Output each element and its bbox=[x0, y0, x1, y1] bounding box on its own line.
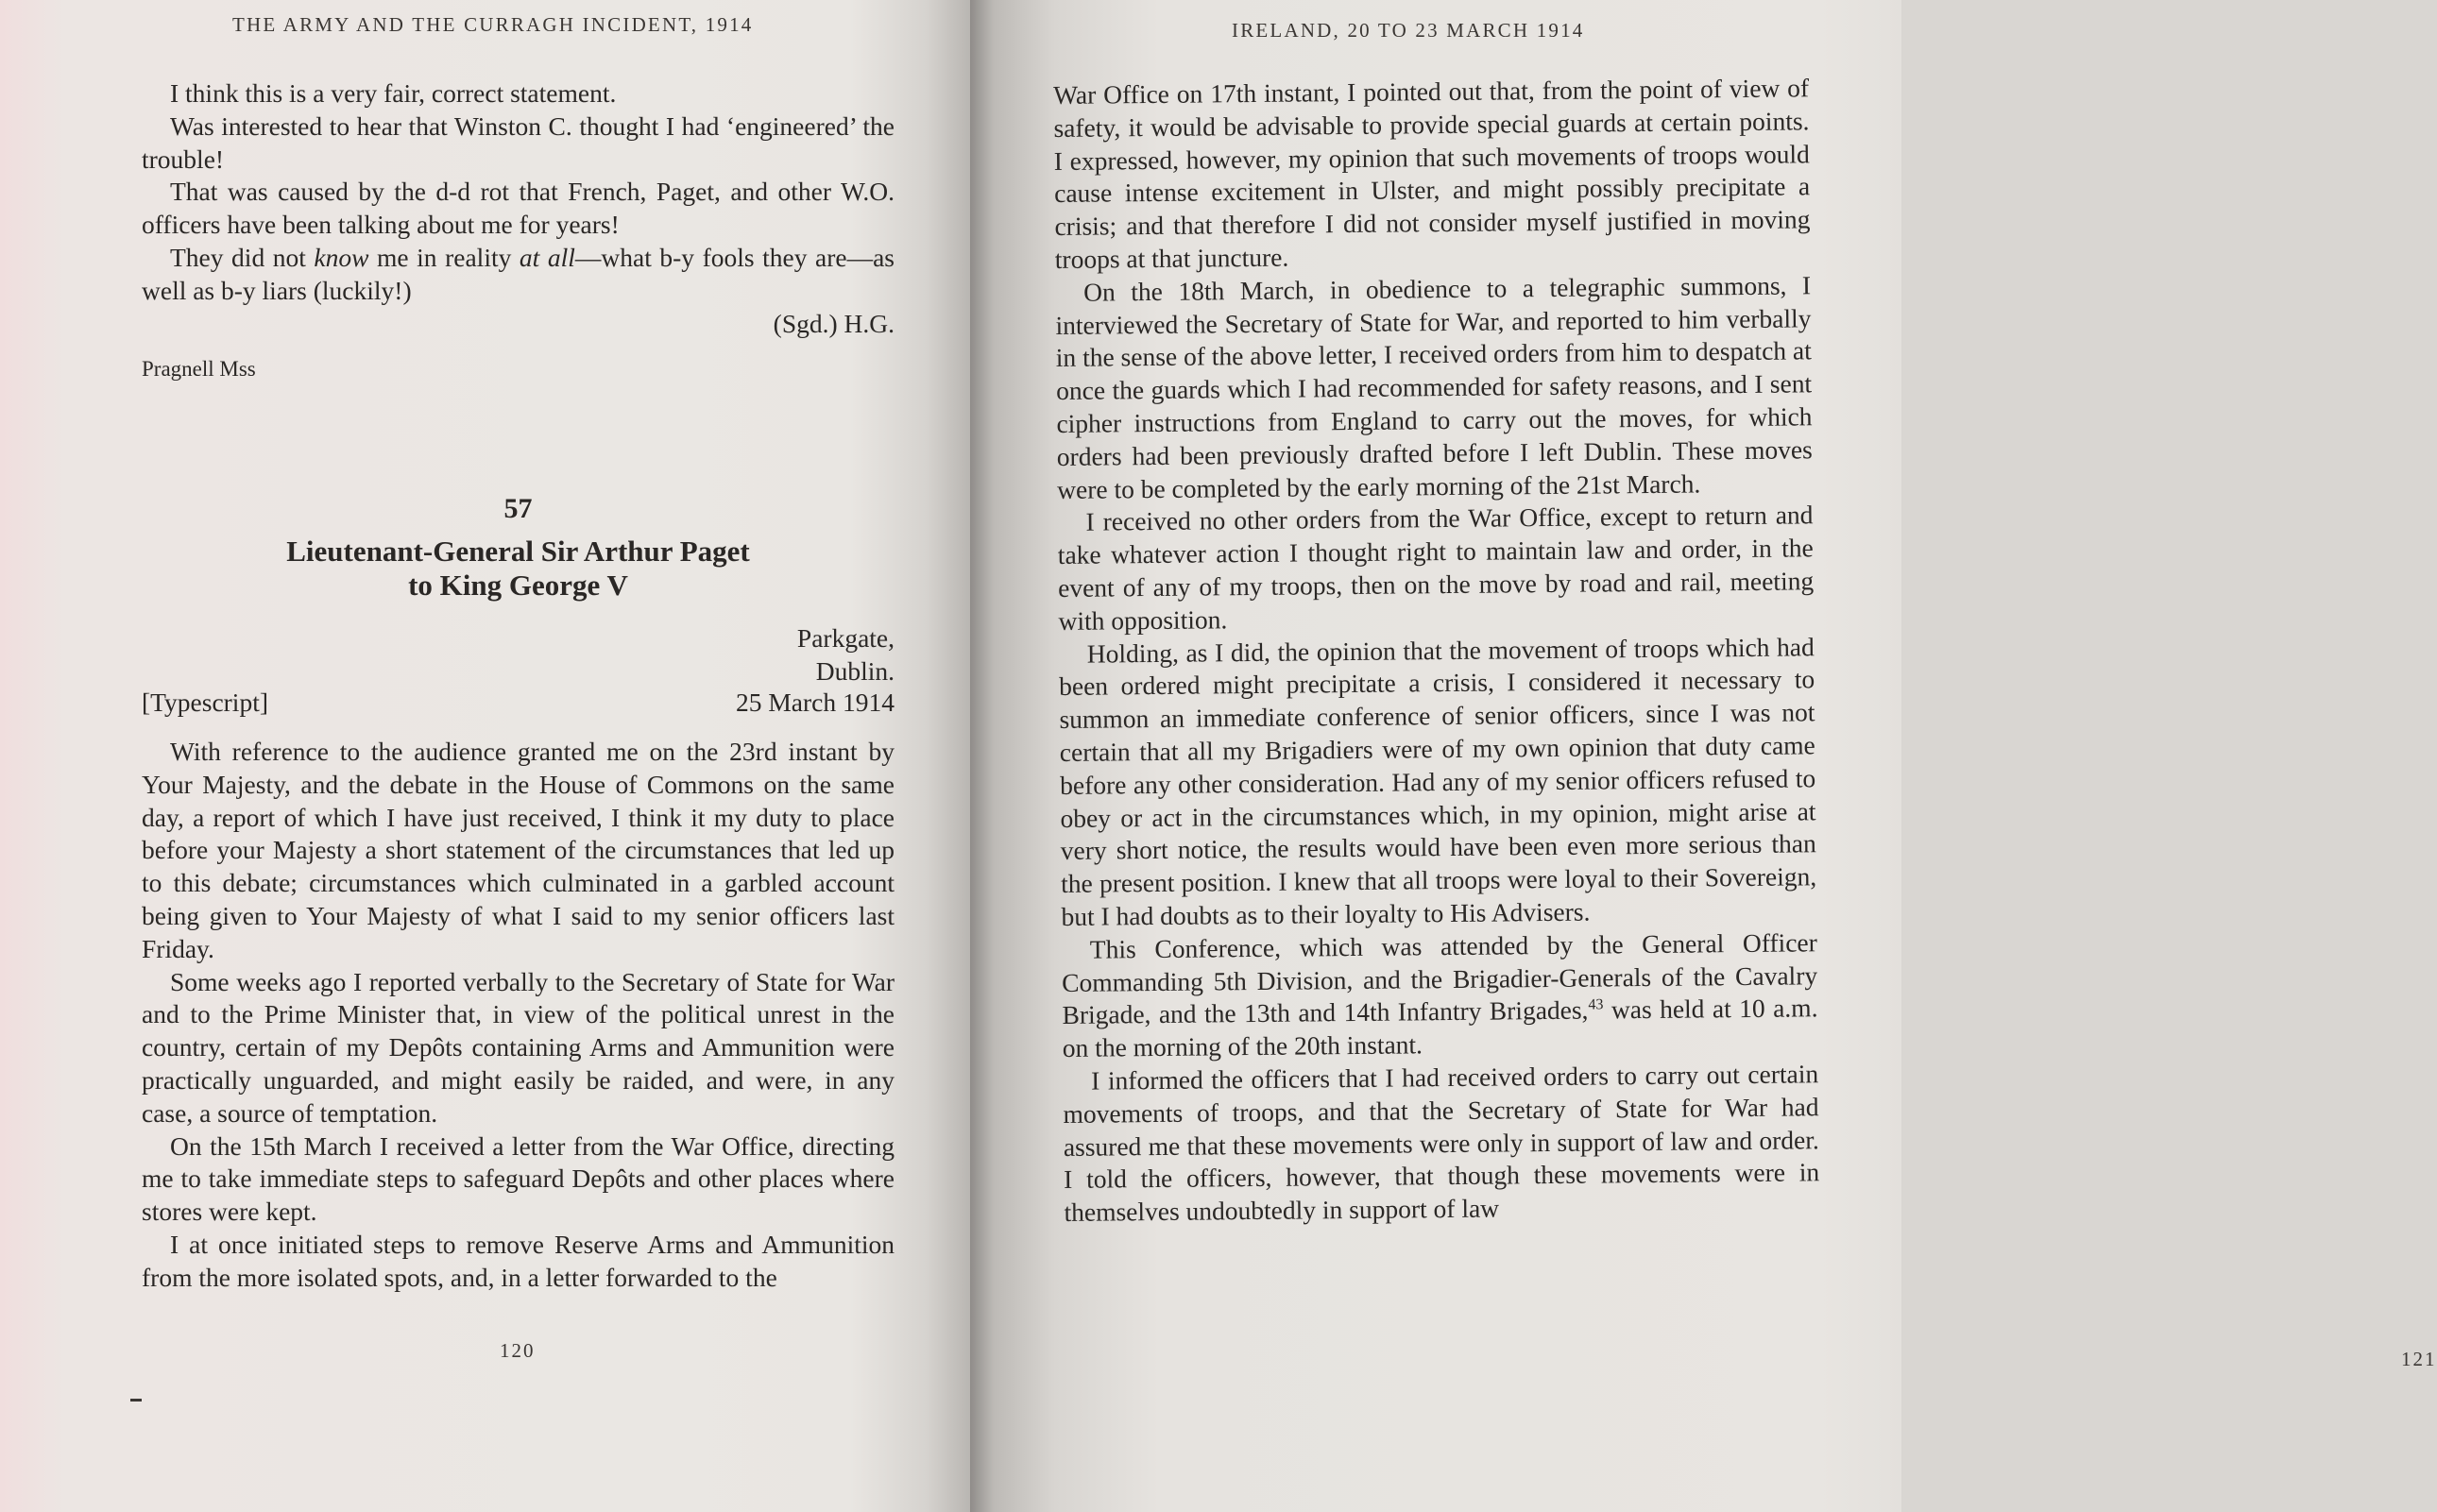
italic-text: know bbox=[314, 242, 369, 272]
document-number: 57 bbox=[503, 493, 533, 524]
italic-text: at all bbox=[519, 242, 575, 272]
paragraph: Holding, as I did, the opinion that the movement of troops which had been ordered might precipitate a crisis, I considered it necessary to summon an immediate conference of senior officers, since I was not certain that all my Brigadiers were of my own opinion that duty came before any other consideration. Had any of my senior officers refused to obey or act in the circumstances which, in my opinion, might arise at very short notice, the results would have been even more serious than the present position. I knew that all troops were loyal to their Sovereign, but I had doubts as to their loyalty to His Advisers. bbox=[1059, 631, 1817, 931]
paragraph: Some weeks ago I reported verbally to the Secretary of State for War and to the Prime Minister that, in view of the political unrest in the country, certain of my Depôts containing Arms and Ammunition were practically unguarded, and might easily be raided, and were, in any case, a source of temptation. bbox=[142, 966, 895, 1128]
right-main-text bbox=[1053, 72, 1820, 1230]
paragraph: Was interested to hear that Winston C. thought I had ‘engineered’ the trouble! bbox=[142, 110, 895, 174]
document-title bbox=[142, 535, 895, 603]
source-note: Pragnell Mss bbox=[142, 357, 256, 381]
document-title-line: Lieutenant-General Sir Arthur Paget bbox=[286, 535, 750, 568]
paragraph: With reference to the audience granted me on the 23rd instant by Your Majesty, and the debate in the House of Commons on the same day, a report of which I have just received, I think it my duty to place before your Majesty a short statement of the circumstances that led up to this debate; circumstances which culminated in a garbled account being given to Your Majesty of what I said to my senior officers last Friday. bbox=[142, 737, 895, 963]
paragraph: I received no other orders from the War Office, except to return and take whatever action I thought right to maintain law and order, in the event of any of my troops, then on the move by road and rail, meeting with opposition. bbox=[1057, 500, 1815, 636]
document-title-line: to King George V bbox=[408, 569, 628, 602]
typescript-label: [Typescript] bbox=[142, 688, 268, 717]
left-page-number: 120 bbox=[500, 1339, 536, 1362]
left-page bbox=[0, 0, 970, 1512]
paragraph: I think this is a very fair, correct statement. bbox=[170, 78, 617, 108]
signature: (Sgd.) H.G. bbox=[773, 308, 895, 338]
left-top-text bbox=[142, 77, 895, 340]
right-page-number: 121 bbox=[2401, 1348, 2437, 1370]
continued-paragraph: War Office on 17th instant, I pointed out that, from the point of view of safety, it would be advisable to provide special guards at certain points. I expressed, however, my opinion that such movements of troops would cause intense excitement in Ulster, and might possibly precipitate a crisis; and that therefore I did not consider myself justified in moving troops at that juncture. bbox=[1053, 73, 1811, 274]
text-run: was held at 10 a.m. on the morning of the 20th instant. bbox=[1062, 993, 1818, 1063]
right-running-head: IRELAND, 20 TO 23 MARCH 1914 bbox=[1232, 19, 1585, 42]
address-line: Dublin. bbox=[815, 656, 895, 686]
text-run: me in reality bbox=[368, 242, 520, 272]
text-run: —what b-y fools they are—as well as b-y liars (luckily!) bbox=[142, 242, 895, 305]
address-line: Parkgate, bbox=[796, 623, 895, 653]
letter-meta bbox=[142, 688, 895, 718]
paragraph bbox=[1062, 926, 1818, 1065]
letter-address bbox=[142, 621, 895, 688]
left-running-head: THE ARMY AND THE CURRAGH INCIDENT, 1914 bbox=[232, 13, 754, 36]
letter-date: 25 March 1914 bbox=[735, 688, 895, 717]
text-run: This Conference, which was attended by the General Officer Commanding 5th Division, and the Brigadier-Generals of the Cavalry Brigade, and the 13th and 14th Infantry Brigades, bbox=[1062, 926, 1818, 1030]
footnote-marker: 43 bbox=[1588, 996, 1604, 1013]
paragraph: On the 15th March I received a letter from the War Office, directing me to take immediate steps to safeguard Depôts and other places where stores were kept. bbox=[142, 1130, 895, 1227]
left-main-text bbox=[142, 736, 895, 1295]
ink-mark bbox=[130, 1399, 142, 1402]
paragraph bbox=[142, 242, 895, 308]
paragraph: On the 18th March, in obedience to a telegraphic summons, I interviewed the Secretary of State for War, and reported to him verbally in the sense of the above letter, I received orders from him to despatch at once the guards which I had recommended for safety reasons, and I sent cipher instructions from England to carry out the moves, for which orders had been previously drafted before I left Dublin. These moves were to be completed by the early morning of the 21st March. bbox=[1055, 270, 1813, 504]
paragraph: That was caused by the d-d rot that French, Paget, and other W.O. officers have been talking about me for years! bbox=[142, 177, 895, 240]
paragraph: I informed the officers that I had received orders to carry out certain movements of troops, and that the Secretary of State for War had assured me that these movements were only in support of law and order. I told the officers, however, that though these movements were in themselves undoubtedly in support of law bbox=[1063, 1059, 1820, 1228]
text-run: They did not bbox=[170, 242, 315, 272]
paragraph: I at once initiated steps to remove Reserve Arms and Ammunition from the more isolated spots, and, in a letter forwarded to the bbox=[142, 1229, 895, 1292]
